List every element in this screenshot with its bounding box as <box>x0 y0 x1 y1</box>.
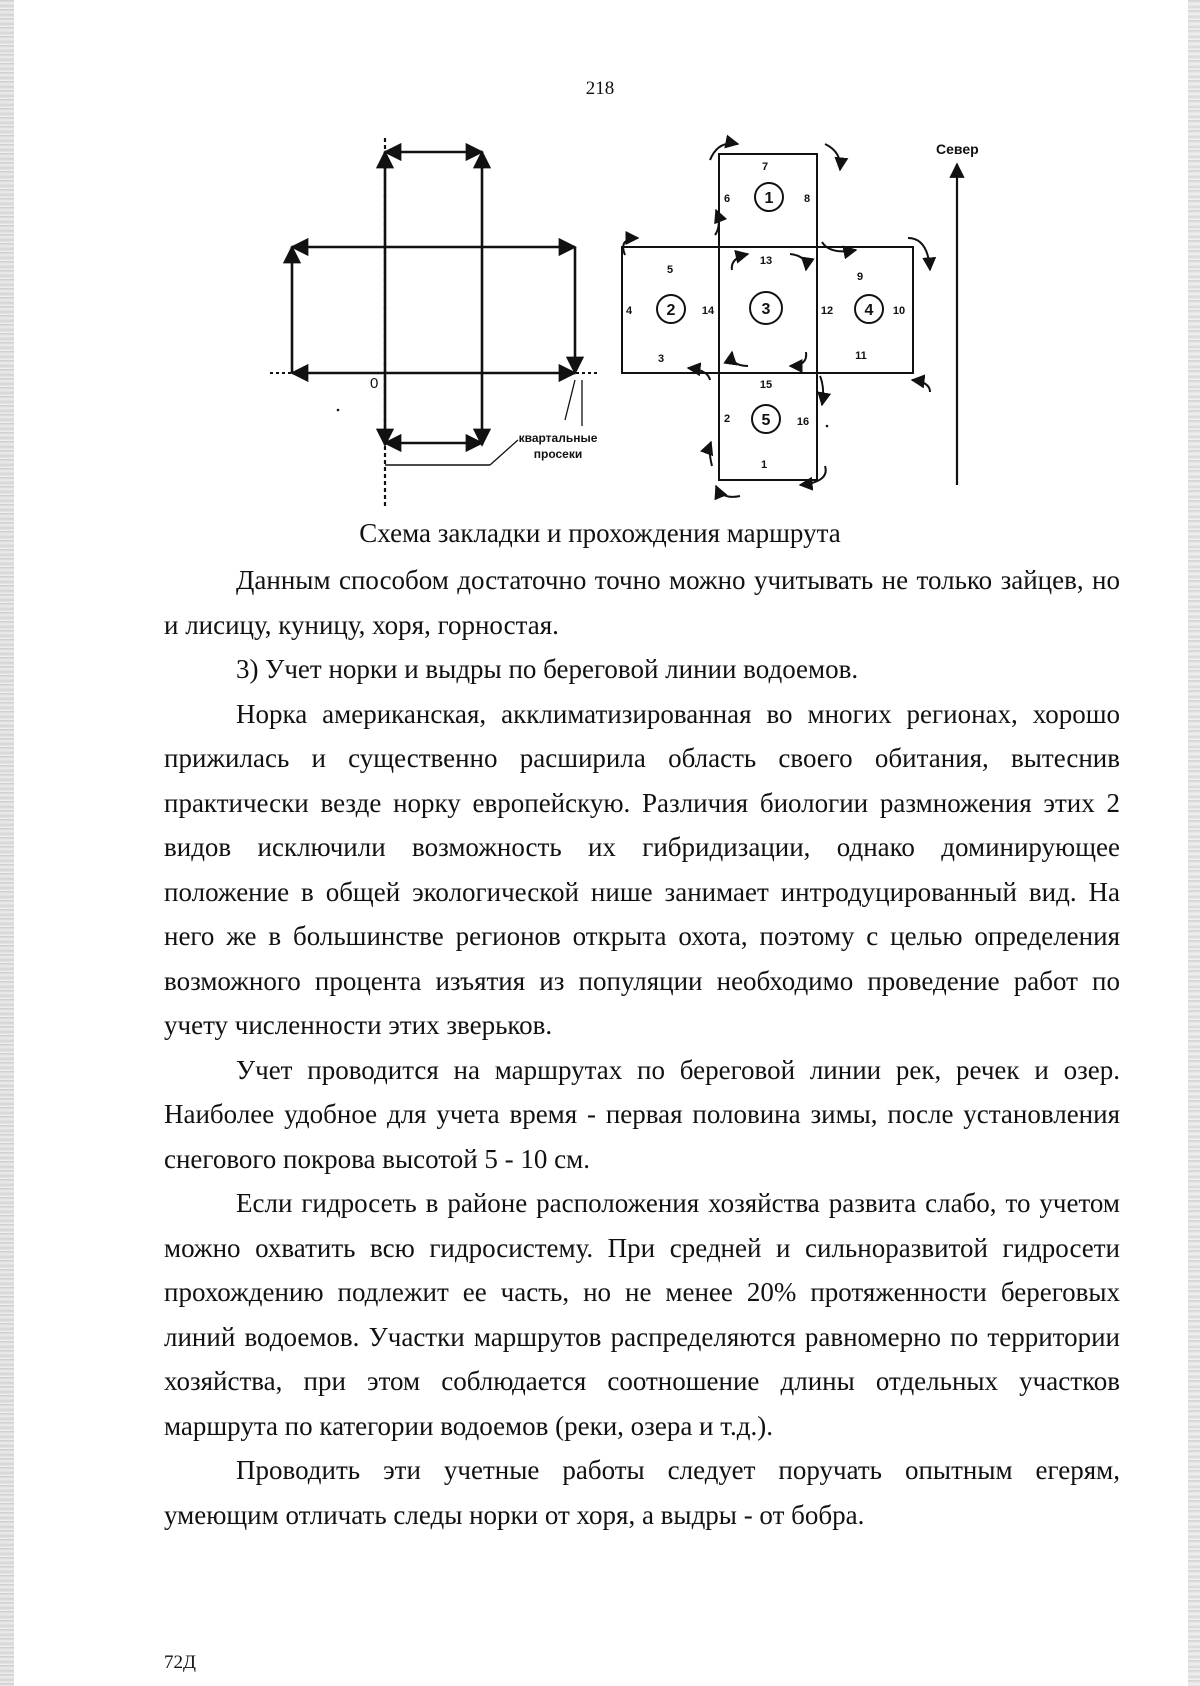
segment-label: 11 <box>855 350 867 362</box>
square-label: 5 <box>761 412 771 429</box>
paragraph: Проводить эти учетные работы следует поручать опытным егерям, умеющим отличать следы норки от хоря, а выдры - от бобра. <box>164 1455 1120 1530</box>
segment-label: 14 <box>701 305 715 317</box>
paragraph: Норка американская, акклиматизированная во многих регионах, хорошо прижилась и существенно расширила область своего обитания, вытеснив практически везде норку европейскую. Различия биологии размножения этих 2 видов исключили возможность их гибридизации, однако доминирующее положение в общей экологической нише занимает интродуцированный вид. На него же в большинстве регионов открыта охота, поэтому с целью определения возможного процента изъятия из популяции необходимо проведение работ по учету численности этих зверьков. <box>164 698 1120 1040</box>
segment-label: 16 <box>796 416 810 428</box>
scan-edge-left <box>0 0 14 1686</box>
route-scheme-svg <box>270 130 1070 510</box>
segment-label: 13 <box>759 255 773 267</box>
origin-label: 0 <box>370 375 379 392</box>
square-label: 4 <box>864 302 874 319</box>
paragraph: 3) Учет норки и выдры по береговой линии водоемов. <box>236 654 859 684</box>
segment-label: 5 <box>666 264 674 276</box>
square-label: 2 <box>666 302 676 319</box>
segment-label: 10 <box>892 305 906 317</box>
square-label: 3 <box>761 301 771 318</box>
segment-label: 9 <box>856 271 864 283</box>
body-text <box>164 558 1120 1537</box>
segment-label: 6 <box>723 193 731 205</box>
square-label: 1 <box>764 190 774 207</box>
paragraph: Если гидросеть в районе расположения хозяйства развита слабо, то учетом можно охватить всю гидросистему. При средней и сильноразвитой гидросети прохождению подлежит ее часть, но не менее 20% протяженности береговых линий водоемов. Участки маршрутов распределяются равномерно по территории хозяйства, при этом соблюдается соотношение длины отдельных участков маршрута по категории водоемов (реки, озера и т.д.). <box>164 1188 1120 1441</box>
segment-label: 7 <box>761 161 769 173</box>
segment-label: 3 <box>657 353 665 365</box>
segment-label: 4 <box>625 305 633 317</box>
speck <box>826 425 829 428</box>
paragraph: Учет проводится на маршрутах по береговой линии рек, речек и озер. Наиболее удобное для учета время - первая половина зимы, после установления снегового покрова высотой 5 - 10 см. <box>164 1054 1120 1174</box>
segment-label: 8 <box>803 193 811 205</box>
segment-label: 12 <box>820 305 834 317</box>
prosek-label-line1: квартальные <box>518 431 598 445</box>
prosek-label-line2: просеки <box>533 447 583 461</box>
segment-label: 2 <box>723 413 731 425</box>
north-label: Север <box>936 141 979 157</box>
segment-label: 1 <box>760 459 768 471</box>
speck <box>337 409 340 412</box>
page-number: 218 <box>585 78 615 99</box>
footer-code: 72Д <box>164 1652 196 1673</box>
figure-caption: Схема закладки и прохождения маршрута <box>359 518 841 548</box>
scan-edge-right <box>1188 0 1200 1686</box>
paragraph: Данным способом достаточно точно можно учитывать не только зайцев, но и лисицу, куницу, хоря, горностая. <box>164 565 1120 640</box>
segment-label: 15 <box>759 379 773 391</box>
route-scheme-figure <box>270 130 1070 510</box>
